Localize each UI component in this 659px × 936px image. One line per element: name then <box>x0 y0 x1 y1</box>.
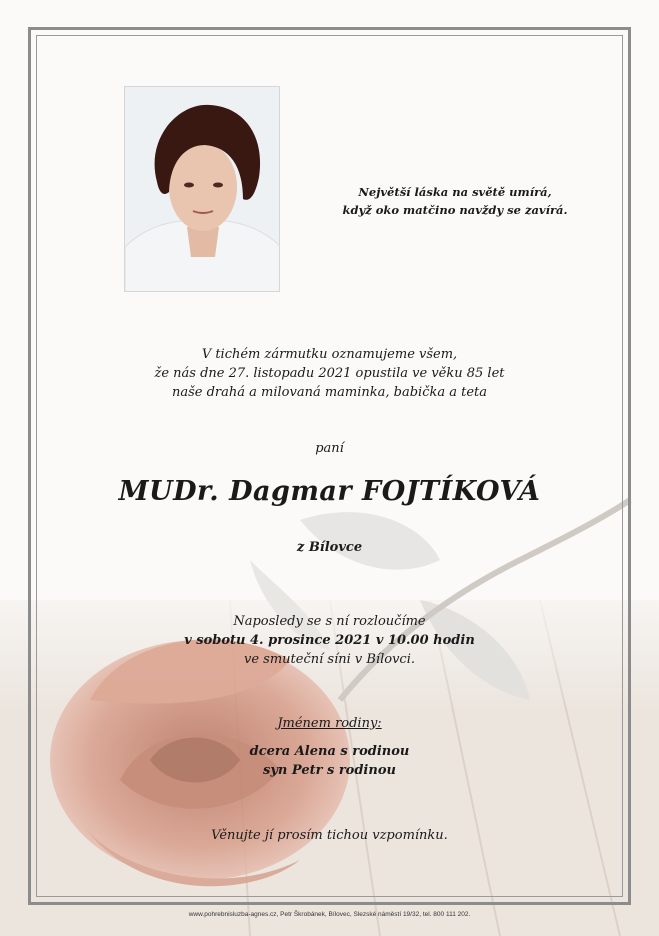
announcement-line: že nás dne 27. listopadu 2021 opustila ve věku 85 let <box>154 366 505 381</box>
farewell-line: Naposledy se s ní rozloučíme <box>233 614 426 629</box>
funeral-service-footer: www.pohrebnisluzba-agnes.cz, Petr Škrobánek, Bílovec, Slezské náměstí 19/32, tel. 800 111 202. <box>188 911 471 918</box>
farewell-date: v sobotu 4. prosince 2021 v 10.00 hodin <box>184 633 475 648</box>
farewell-place: ve smuteční síni v Bílovci. <box>244 652 415 667</box>
family-member: dcera Alena s rodinou <box>249 744 410 759</box>
quote-line: Největší láska na světě umírá, <box>358 185 552 199</box>
origin: z Bílovce <box>296 540 363 555</box>
memorial-quote <box>300 183 610 219</box>
family-title: Jménem rodiny: <box>277 716 382 731</box>
quote-line: když oko matčino navždy se zavírá. <box>342 203 568 217</box>
family-list <box>0 742 659 780</box>
portrait-photo <box>124 86 280 292</box>
deceased-name: MUDr. Dagmar FOJTÍKOVÁ <box>118 476 541 507</box>
announcement-line: V tichém zármutku oznamujeme všem, <box>201 347 458 362</box>
announcement-line: naše drahá a milovaná maminka, babička a teta <box>171 385 488 400</box>
death-announcement <box>0 345 659 402</box>
farewell-details <box>0 612 659 669</box>
closing-line: Věnujte jí prosím tichou vzpomínku. <box>211 828 448 843</box>
family-member: syn Petr s rodinou <box>263 763 396 778</box>
salutation: paní <box>315 441 344 456</box>
